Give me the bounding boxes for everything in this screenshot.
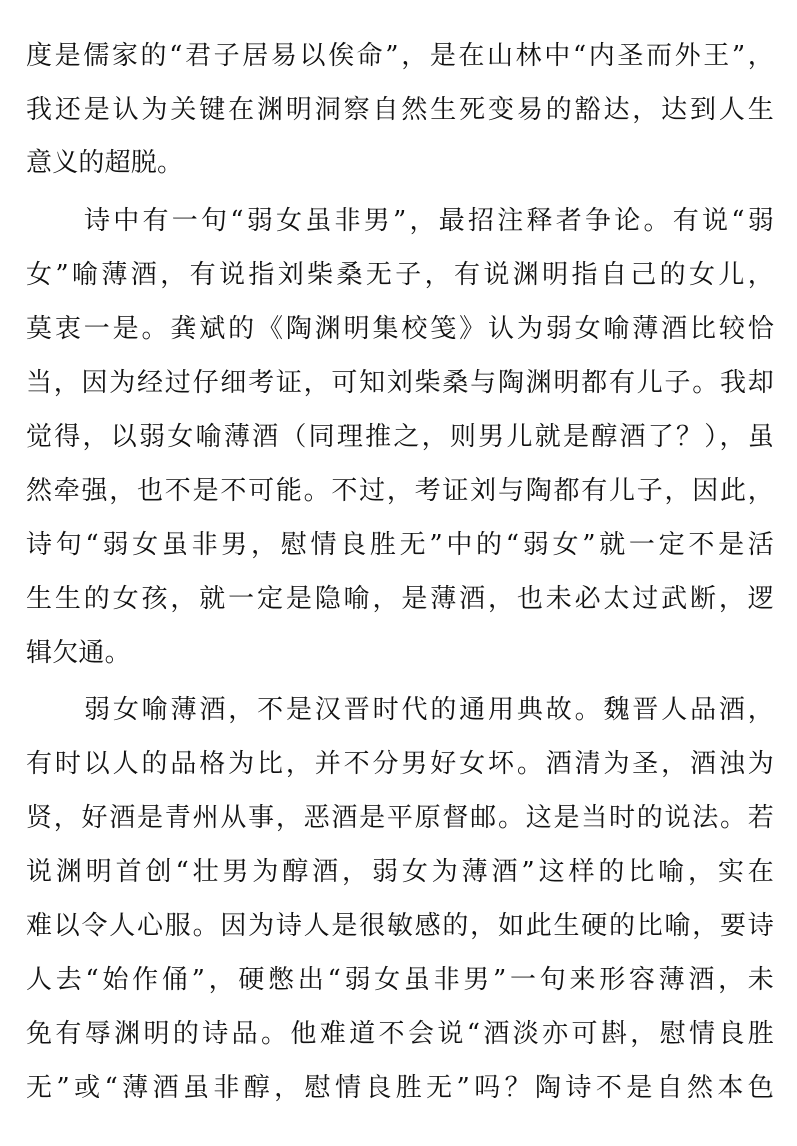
text-line: 度是儒家的“君子居易以俟命”，是在山林中“内圣而外王”， [26,41,774,71]
text-line: 诗句“弱女虽非男，慰情良胜无”中的“弱女”就一定不是活 [26,530,774,560]
text-line: 生生的女孩，就一定是隐喻，是薄酒，也未必太过武断，逻 [26,584,774,614]
text-line: 当，因为经过仔细考证，可知刘柴桑与陶渊明都有儿子。我却 [26,368,774,398]
text-line: 难以令人心服。因为诗人是很敏感的，如此生硬的比喻，要诗 [26,911,774,941]
text-line: 贤，好酒是青州从事，恶酒是平原督邮。这是当时的说法。若 [26,803,774,833]
text-line: 辑欠通。 [26,638,131,668]
text-line: 女”喻薄酒，有说指刘柴桑无子，有说渊明指自己的女儿， [26,260,774,290]
text-line: 有时以人的品格为比，并不分男好女坏。酒清为圣，酒浊为 [26,749,774,779]
text-line: 觉得，以弱女喻薄酒（同理推之，则男儿就是醇酒了？），虽 [26,422,774,452]
text-line: 说渊明首创“壮男为醇酒，弱女为薄酒”这样的比喻，实在 [26,857,774,887]
text-line: 我还是认为关键在渊明洞察自然生死变易的豁达，达到人生 [26,95,774,125]
text-line: 人去“始作俑”，硬憋出“弱女虽非男”一句来形容薄酒，未 [26,965,774,995]
text-line: 无”或“薄酒虽非醇，慰情良胜无”吗？陶诗不是自然本色 [26,1073,774,1103]
paragraph-start-line: 弱女喻薄酒，不是汉晋时代的通用典故。魏晋人品酒， [84,695,774,725]
text-line: 免有辱渊明的诗品。他难道不会说“酒淡亦可斟，慰情良胜 [26,1019,774,1049]
text-line: 意义的超脱。 [26,148,184,178]
text-line: 然牵强，也不是不可能。不过，考证刘与陶都有儿子，因此， [26,476,774,506]
paragraph-start-line: 诗中有一句“弱女虽非男”，最招注释者争论。有说“弱 [84,206,774,236]
text-line: 莫衷一是。龚斌的《陶渊明集校笺》认为弱女喻薄酒比较恰 [26,314,774,344]
